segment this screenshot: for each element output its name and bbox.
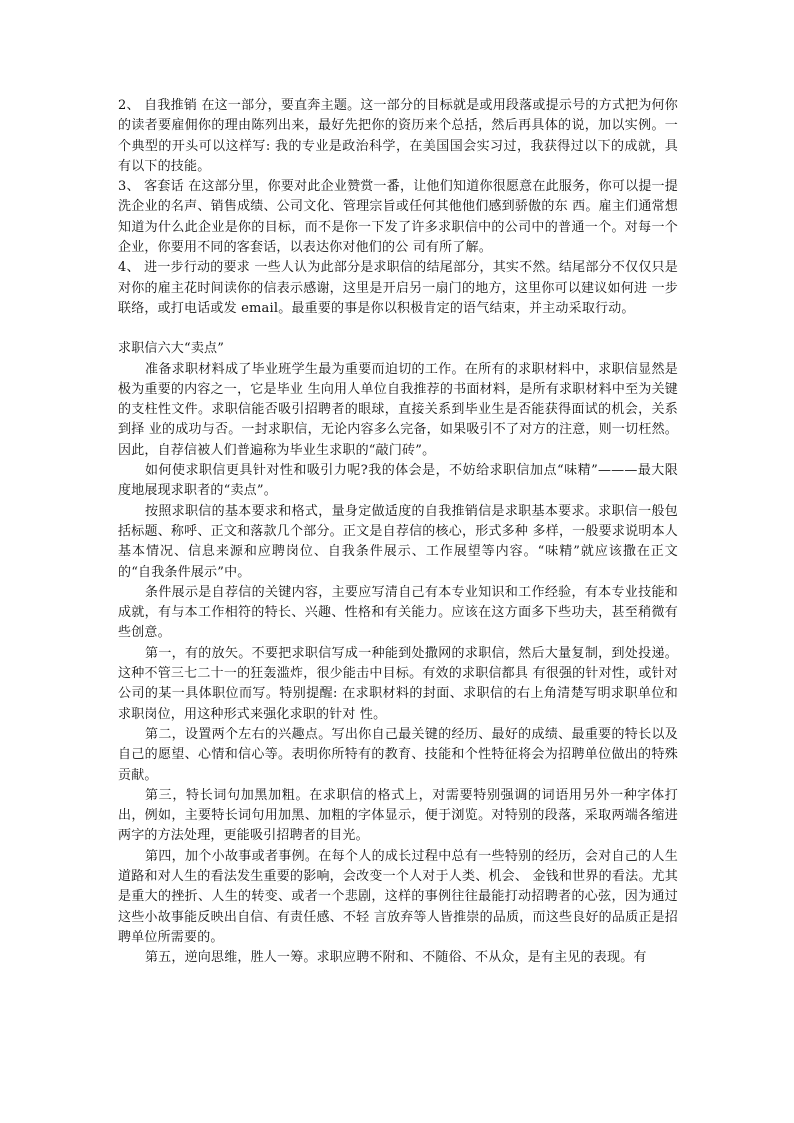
body-paragraph-format: 按照求职信的基本要求和格式，量身定做适度的自我推销信是求职基本要求。求职信一般包括标题、称呼、正文和落款几个部分。正文是自荐信的核心，形式多种 多样，一般要求说明本人基本情况、信息来源和应聘岗位、自我条件展示、工作展望等内容。“味精”就应该撒在正文的“自我条件展示”中。 (118, 503, 678, 580)
section-4-follow-up: 4、 进一步行动的要求 一些人认为此部分是求职信的结尾部分，其实不然。结尾部分不仅仅只是对你的雇主花时间读你的信表示感谢，这里是开启另一扇门的地方，这里你可以建议如何进 一步联络，或打电话或发 email。最重要的事是你以积极肯定的语气结束，并主动采取行动。 (118, 260, 678, 316)
body-paragraph-fifth: 第五，逆向思维，胜人一筹。求职应聘不附和、不随俗、不从众，是有主见的表现。有 (145, 950, 647, 966)
section-title: 求职信六大“卖点” (118, 341, 225, 357)
body-paragraph-intro: 准备求职材料成了毕业班学生最为重要而迫切的工作。在所有的求职材料中，求职信显然是极为重要的内容之一，它是毕业 生向用人单位自我推荐的书面材料，是所有求职材料中至为关键的支柱性文件。求职信能否吸引招聘者的眼球，直接关系到毕业生是否能获得面试的机会，关系到择 业的成功与否。一封求职信，无论内容多么完备，如果吸引不了对方的注意，则一切枉然。因此，自荐信被人们普遍称为毕业生求职的“敲门砖”。 (118, 361, 678, 458)
document-page (118, 96, 678, 968)
blank-line (118, 319, 678, 339)
body-paragraph-second: 第二，设置两个左右的兴趣点。写出你自己最关键的经历、最好的成绩、最重要的特长以及自己的愿望、心情和信心等。表明你所特有的教育、技能和个性特征将会为招聘单位做出的特殊贡献。 (118, 726, 678, 783)
section-3-compliments: 3、 客套话 在这部分里，你要对此企业赞赏一番，让他们知道你很愿意在此服务，你可以提一提洗企业的名声、销售成绩、公司文化、管理宗旨或任何其他他们感到骄傲的东 西。雇主们通常想知道为什么此企业是你的目标，而不是你一下发了许多求职信中的公司中的普通一个。对每一个企业，你要用不同的客套话，以表达你对他们的公 司有所了解。 (118, 179, 678, 256)
body-paragraph-third: 第三，特长词句加黑加粗。在求职信的格式上，对需要特别强调的词语用另外一种字体打出，例如，主要特长词句用加黑、加粗的字体显示，便于浏览。对特别的段落，采取两端各缩进两字的方法处理，更能吸引招聘者的目光。 (118, 787, 678, 844)
body-paragraph-first: 第一，有的放矢。不要把求职信写成一种能到处撒网的求职信，然后大量复制，到处投递。这种不管三七二十一的狂轰滥炸，很少能击中目标。有效的求职信都具 有很强的针对性，或针对公司的某一具体职位而写。特别提醒: 在求职材料的封面、求职信的右上角清楚写明求职单位和求职岗位，用这种形式来强化求职的针对 性。 (118, 645, 678, 722)
body-paragraph-fourth: 第四，加个小故事或者事例。在每个人的成长过程中总有一些特别的经历，会对自己的人生道路和对人生的看法发生重要的影响，会改变一个人对于人类、机会、 金钱和世界的看法。尤其是重大的挫折、人生的转变、或者一个悲剧，这样的事例往往最能打动招聘者的心弦，因为通过这些小故事能反映出自信、有责任感、不轻 言放弃等人皆推崇的品质，而这些良好的品质正是招聘单位所需要的。 (118, 848, 678, 945)
body-paragraph-flavor: 如何使求职信更具针对性和吸引力呢?我的体会是，不妨给求职信加点“味精”———最大限度地展现求职者的“卖点”。 (118, 463, 678, 499)
body-paragraph-conditions: 条件展示是自荐信的关键内容，主要应写清自己有本专业知识和工作经验，有本专业技能和成就，有与本工作相符的特长、兴趣、性格和有关能力。应该在这方面多下些功夫，甚至稍微有些创意。 (118, 584, 678, 641)
section-2-self-promotion: 2、 自我推销 在这一部分，要直奔主题。这一部分的目标就是或用段落或提示号的方式把为何你的读者要雇佣你的理由陈列出来，最好先把你的资历来个总括，然后再具体的说，加以实例。一个典型的开头可以这样写: 我的专业是政治科学，在美国国会实习过，我获得过以下的成就，具有以下的技能。 (118, 98, 678, 174)
